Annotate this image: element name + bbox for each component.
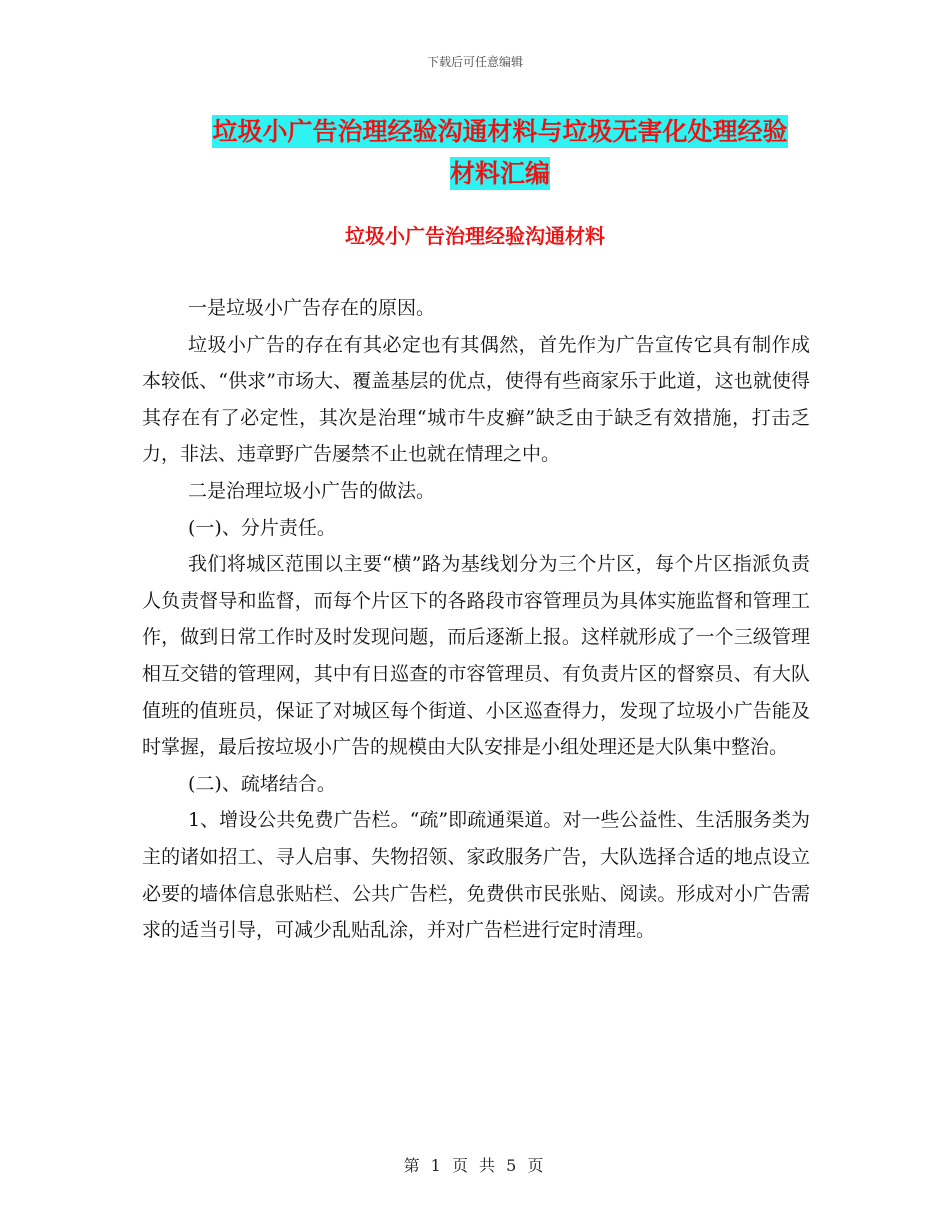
paragraph: 1、增设公共免费广告栏。“疏”即疏通渠道。对一些公益性、生活服务类为主的诸如招工、寻人启事、失物招领、家政服务广告，大队选择合适的地点设立必要的墙体信息张贴栏、公共广告栏，免费供市民张贴、阅读。形成对小广告需求的适当引导，可减少乱贴乱涂，并对广告栏进行定时清理。 [142, 809, 810, 942]
paragraph: (一)、分片责任。 [188, 516, 336, 539]
document-title-line-1 [180, 110, 820, 154]
paragraph: 二是治理垃圾小广告的做法。 [188, 479, 436, 502]
paragraph: 垃圾小广告的存在有其必定也有其偶然，首先作为广告宣传它具有制作成本较低、“供求”市场大、覆盖基层的优点，使得有些商家乐于此道，这也就使得其存在有了必定性，其次是治理“城市牛皮癣”缺乏由于缺乏有效措施，打击乏力，非法、违章野广告屡禁不止也就在情理之中。 [142, 333, 810, 466]
document-title-line-2 [180, 152, 820, 196]
paragraph: (二)、疏堵结合。 [188, 772, 336, 795]
paragraph: 我们将城区范围以主要“横”路为基线划分为三个片区，每个片区指派负责人负责督导和监督，而每个片区下的各路段市容管理员为具体实施监督和管理工作，做到日常工作时及时发现问题，而后逐渐上报。这样就形成了一个三级管理相互交错的管理网，其中有日巡查的市容管理员、有负责片区的督察员、有大队值班的值班员，保证了对城区每个街道、小区巡查得力，发现了垃圾小广告能及时掌握，最后按垃圾小广告的规模由大队安排是小组处理还是大队集中整治。 [142, 553, 810, 759]
title-line-2-text: 材料汇编 [449, 159, 550, 188]
document-body [142, 290, 810, 949]
page-number-footer: 第 1 页 共 5 页 [403, 1156, 547, 1175]
header-note: 下载后可任意编辑 [426, 55, 523, 69]
paragraph: 一是垃圾小广告存在的原因。 [188, 297, 436, 319]
section-title: 垃圾小广告治理经验沟通材料 [345, 224, 605, 248]
title-line-1-text: 垃圾小广告治理经验沟通材料与垃圾无害化处理经验 [212, 117, 788, 146]
